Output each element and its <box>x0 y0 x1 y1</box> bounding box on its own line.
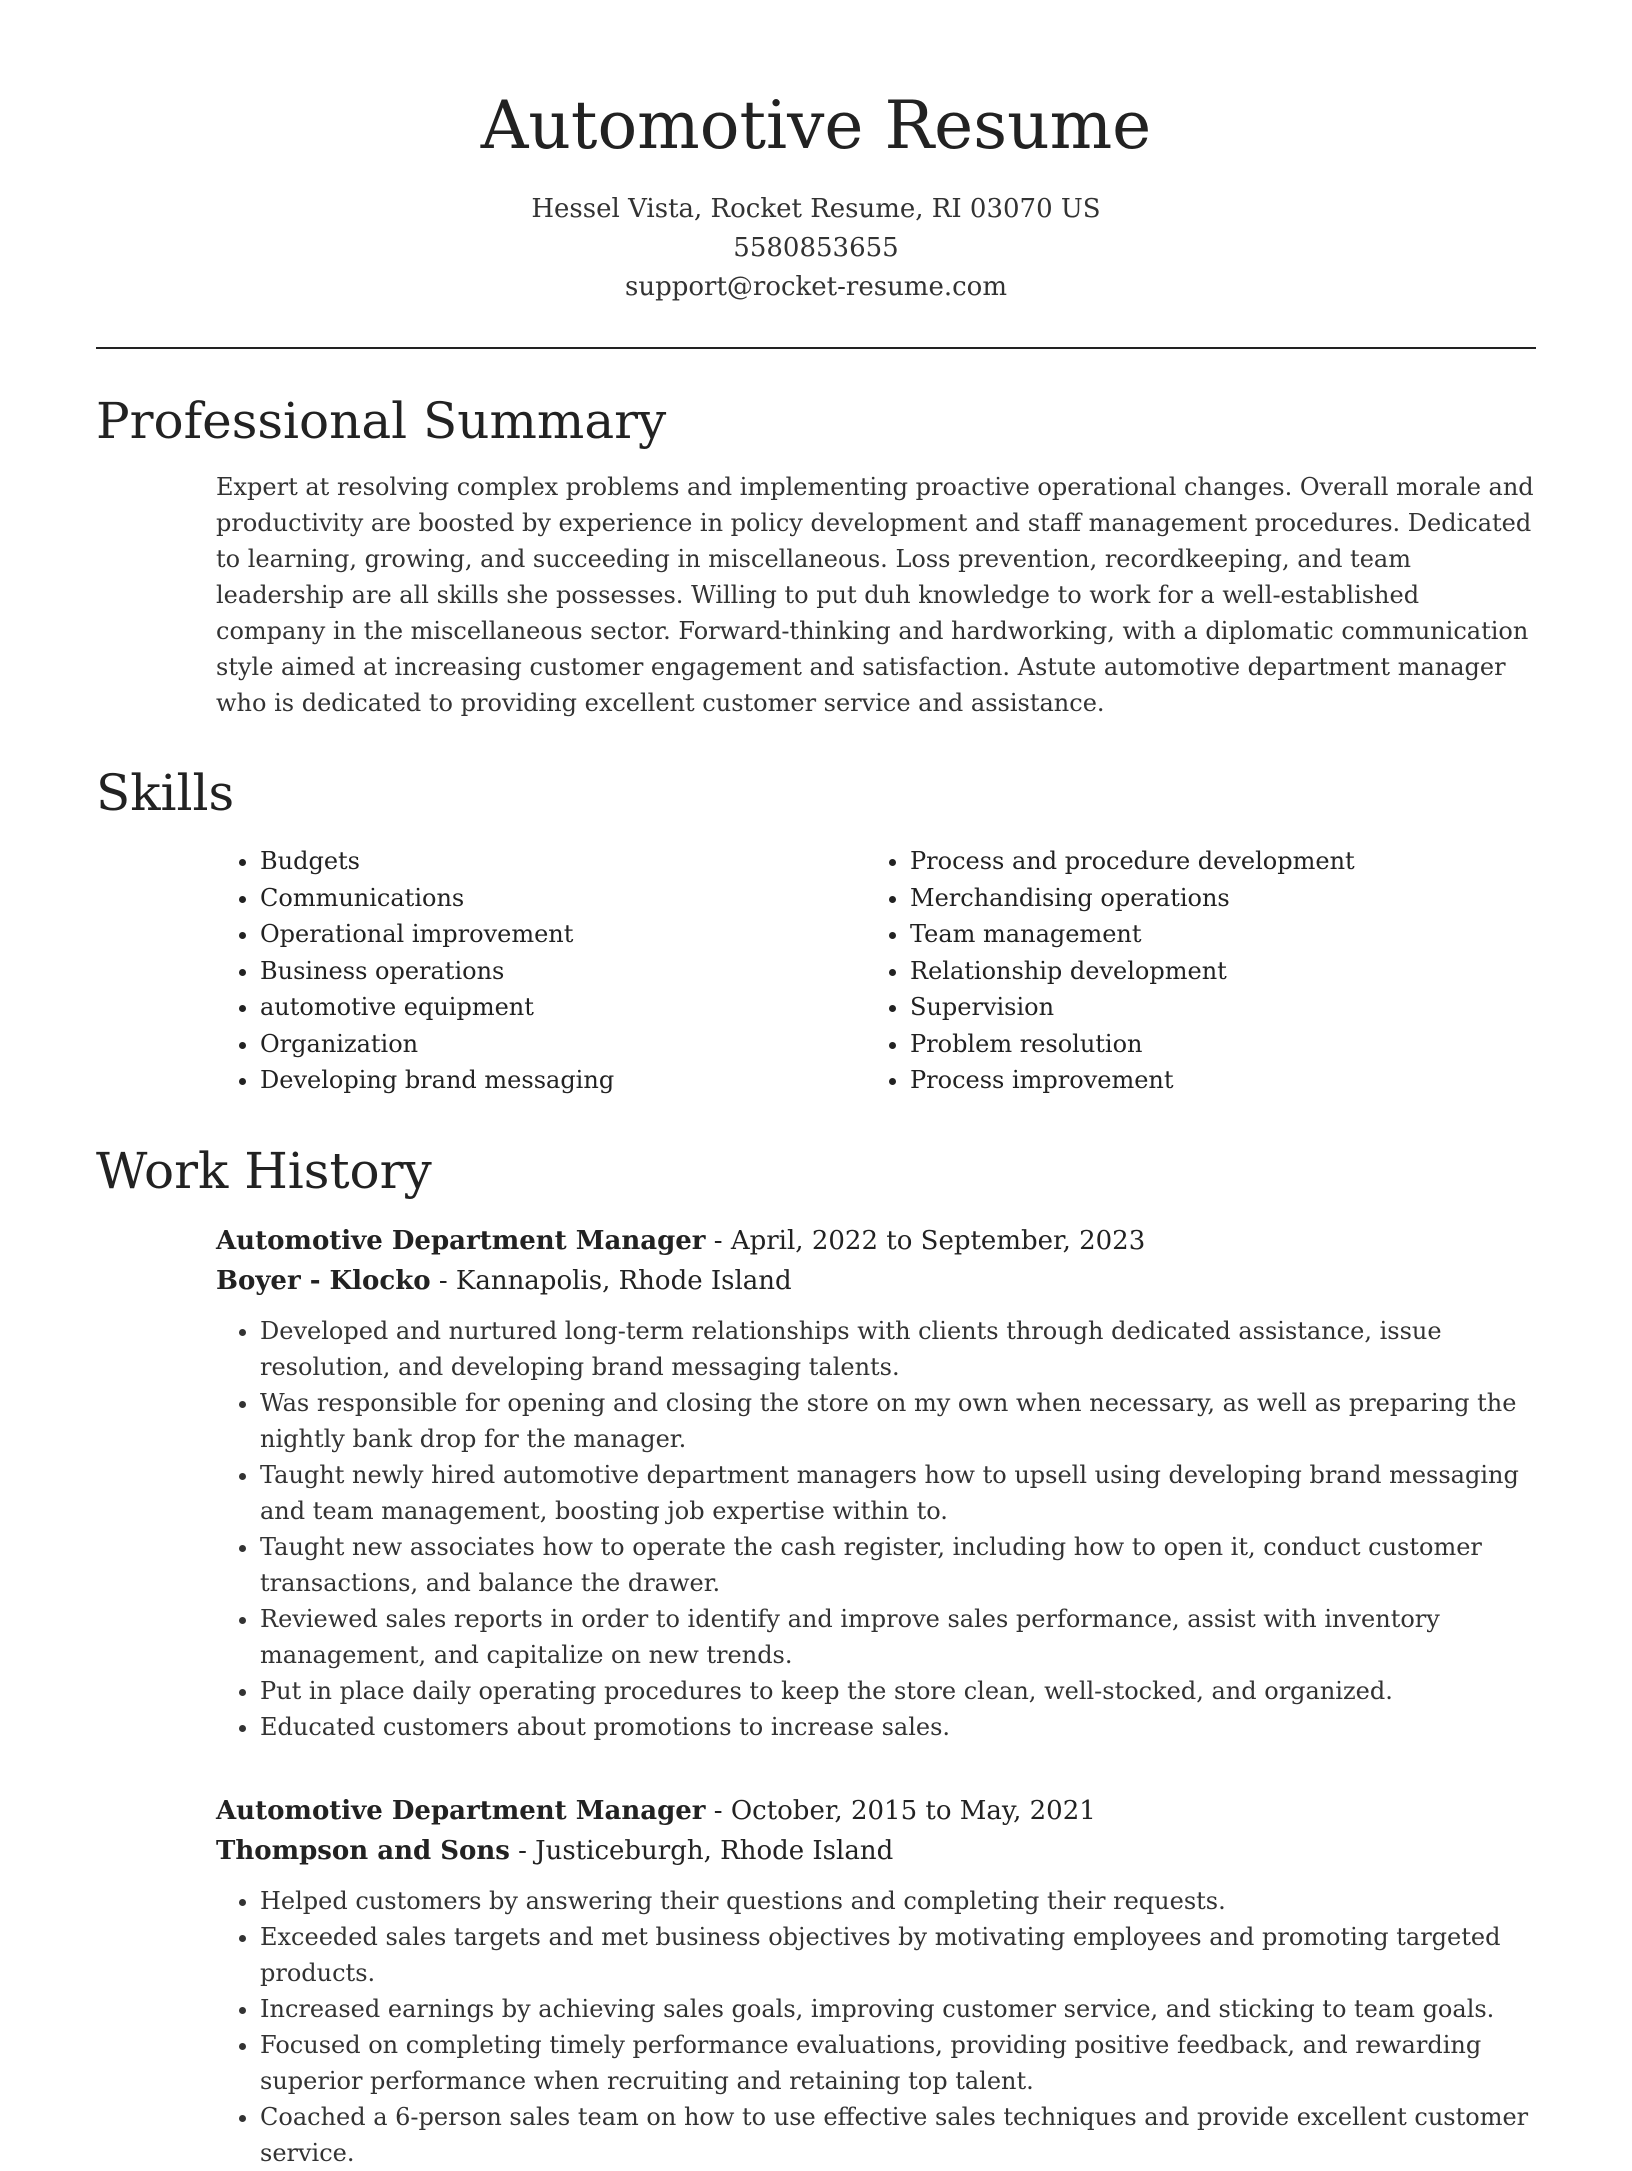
job-title-line <box>216 1791 1536 1831</box>
contact-address: Hessel Vista, Rocket Resume, RI 03070 US <box>531 194 1101 224</box>
job-company-line <box>216 1831 1536 1871</box>
job-dates: - October, 2015 to May, 2021 <box>705 1795 1096 1826</box>
job-bullet: • Taught newly hired automotive department managers how to upsell using developing brand messaging and team management, boosting job expertise within to. <box>260 1457 1536 1529</box>
skills-list <box>216 843 1536 1099</box>
skills-column-left <box>216 843 866 1099</box>
job-bullet: • Educated customers about promotions to increase sales. <box>260 1709 1536 1745</box>
job-bullets <box>216 1883 1536 2171</box>
skill-item: • Communications <box>260 880 866 917</box>
skill-item: • Problem resolution <box>910 1026 1516 1063</box>
header-divider <box>96 347 1536 349</box>
job-company-line <box>216 1261 1536 1301</box>
job-title-line <box>216 1221 1536 1261</box>
job-title: Automotive Department Manager <box>216 1795 706 1826</box>
job-bullet: • Put in place daily operating procedures to keep the store clean, well-stocked, and organized. <box>260 1673 1536 1709</box>
skills-column-right <box>866 843 1516 1099</box>
job-bullet: • Focused on completing timely performance evaluations, providing positive feedback, and rewarding superior performance when recruiting and retaining top talent. <box>260 2027 1536 2099</box>
job-location: - Justiceburgh, Rhode Island <box>509 1835 894 1866</box>
resume-header <box>96 0 1536 307</box>
job-bullet: • Exceeded sales targets and met business objectives by motivating employees and promoting targeted products. <box>260 1919 1536 1991</box>
section-heading-work-history: Work History <box>96 1141 432 1200</box>
contact-info <box>96 190 1536 307</box>
skill-item: • Process and procedure development <box>910 843 1516 880</box>
job-bullet: • Was responsible for opening and closing the store on my own when necessary, as well as preparing the nightly bank drop for the manager. <box>260 1385 1536 1457</box>
skill-item: • Relationship development <box>910 953 1516 990</box>
job-bullets <box>216 1313 1536 1745</box>
skill-item: • Budgets <box>260 843 866 880</box>
job-bullet: • Taught new associates how to operate the cash register, including how to open it, conduct customer transactions, and balance the drawer. <box>260 1529 1536 1601</box>
section-heading-summary: Professional Summary <box>96 392 667 450</box>
job-title: Automotive Department Manager <box>216 1225 706 1256</box>
job-bullet: • Increased earnings by achieving sales goals, improving customer service, and sticking to team goals. <box>260 1991 1536 2027</box>
skill-item: • Process improvement <box>910 1062 1516 1099</box>
contact-phone: 5580853655 <box>733 233 899 263</box>
job-bullet: • Reviewed sales reports in order to identify and improve sales performance, assist with inventory management, and capitalize on new trends. <box>260 1601 1536 1673</box>
skill-item: • Organization <box>260 1026 866 1063</box>
job-dates: - April, 2022 to September, 2023 <box>705 1225 1146 1256</box>
skill-item: • Supervision <box>910 989 1516 1026</box>
job-bullet: • Coached a 6-person sales team on how to use effective sales techniques and provide excellent customer service. <box>260 2099 1536 2171</box>
skill-item: • Operational improvement <box>260 916 866 953</box>
section-heading-skills: Skills <box>96 764 235 822</box>
job-bullet: • Developed and nurtured long-term relationships with clients through dedicated assistance, issue resolution, and developing brand messaging talents. <box>260 1313 1536 1385</box>
contact-email: support@rocket-resume.com <box>624 272 1007 302</box>
job-entry <box>216 1791 1536 2171</box>
skill-item: • Merchandising operations <box>910 880 1516 917</box>
job-company: Thompson and Sons <box>216 1835 510 1866</box>
skill-item: • Developing brand messaging <box>260 1062 866 1099</box>
skill-item: • Team management <box>910 916 1516 953</box>
skill-item: • automotive equipment <box>260 989 866 1026</box>
resume-title: Automotive Resume <box>480 87 1152 164</box>
job-company: Boyer - Klocko <box>216 1265 431 1296</box>
summary-text: Expert at resolving complex problems and implementing proactive operational changes. Overall morale and productivity are boosted by experience in policy development and staff management procedures. Dedicated to learning, growing, and succeeding in miscellaneous. Loss prevention, recordkeeping, and team leadership are all skills she possesses. Willing to put duh knowledge to work for a well-established company in the miscellaneous sector. Forward-thinking and hardworking, with a diplomatic communication style aimed at increasing customer engagement and satisfaction. Astute automotive department manager who is dedicated to providing excellent customer service and assistance. <box>216 473 1534 717</box>
job-entry <box>216 1221 1536 1745</box>
skill-item: • Business operations <box>260 953 866 990</box>
job-bullet: • Helped customers by answering their questions and completing their requests. <box>260 1883 1536 1919</box>
job-location: - Kannapolis, Rhode Island <box>430 1265 792 1296</box>
